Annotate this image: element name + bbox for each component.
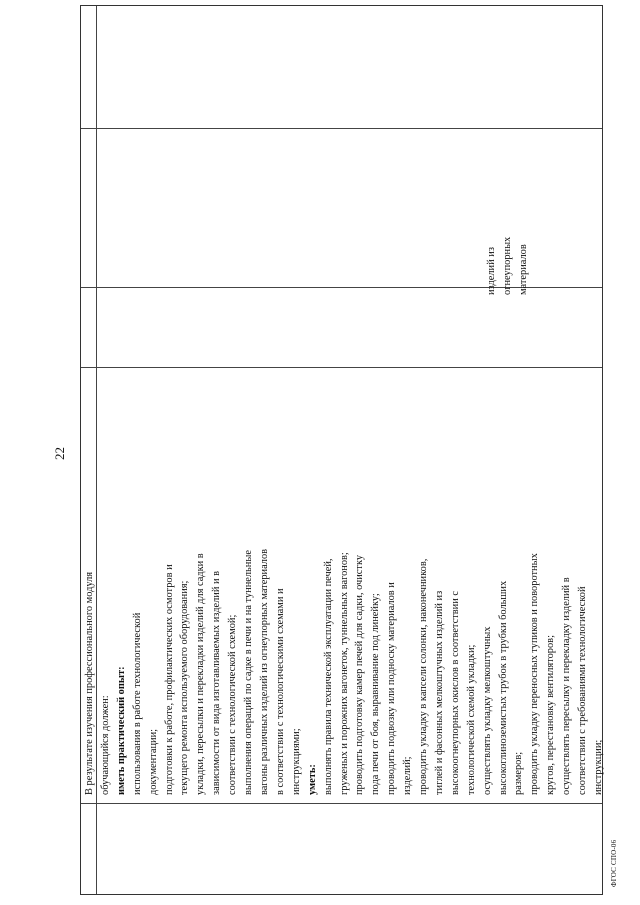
competency-line: соответствии с технологической схемой; [227, 614, 239, 795]
materials-line: изделий из [486, 247, 497, 295]
competency-line: соответствии с требованиями технологической [577, 586, 589, 795]
competency-line: уметь: [306, 764, 318, 795]
competency-requirements-cell [82, 365, 607, 795]
competency-line: размеров; [513, 751, 525, 795]
competency-line: укладки, пересылки и перекладки изделий для садки в [195, 553, 207, 795]
competency-line: кругов, перестановку вентиляторов; [545, 635, 557, 795]
competency-line: проводить укладку переносных тупиков и поворотных [529, 553, 541, 795]
competency-line: вагоны различных изделий из огнеупорных материалов [258, 548, 270, 795]
competency-line: иметь практический опыт: [115, 666, 127, 795]
competency-line: осуществлять пересылку и перекладку изделий в [561, 577, 573, 795]
competency-line: груженых и порожних вагонеток, туннельных вагонов; [338, 552, 350, 795]
competency-line: в соответствии с технологическими схемами и [274, 588, 286, 795]
competency-line: В результате изучения профессионального модуля [84, 571, 95, 795]
competency-line: инструкциями; [290, 728, 302, 795]
table-column-divider [81, 803, 602, 804]
competency-line: проводить подготовку камер печей для садки, очистку [354, 554, 366, 795]
page-number: 22 [52, 447, 67, 460]
competency-line: выполнять правила технической эксплуатации печей, [322, 558, 334, 795]
competency-line: выполнения операций по садке в печи и на туннельные [243, 550, 255, 795]
competency-line: высокоглиноземистых трубок в трубки больших [497, 580, 509, 795]
competency-line: пода печи от боя, выравнивание под линейку; [370, 593, 382, 795]
document-code: ФГОС СПО-06 [610, 839, 618, 887]
competency-line: подготовки к работе, профилактических осмотров и [163, 564, 175, 795]
competency-line: тиглей и фасонных мелкоштучных изделий из [433, 590, 445, 795]
competency-line: высокоогнеупорных окислов в соответствии с [449, 591, 461, 795]
competency-line: текущего ремонта используемого оборудования; [179, 580, 191, 795]
table-column-divider [81, 128, 602, 129]
competency-line: зависимости от вида изготавливаемых изделий и в [211, 570, 223, 795]
competency-line: изделий; [402, 756, 414, 795]
competency-line: инструкции; [593, 739, 604, 795]
competency-line: проводить укладку в капсели солонки, наконечников, [418, 558, 430, 795]
competency-line: использования в работе технологической [131, 612, 143, 795]
subject-materials-cell [484, 195, 532, 295]
materials-line: огнеупорных [501, 236, 513, 295]
competency-line: технологической схемой укладки; [465, 644, 477, 795]
competency-line: проводить подвозку или подноску материалов и [386, 582, 398, 795]
competency-line: документации; [147, 728, 159, 795]
competency-line: обучающийся должен: [99, 695, 111, 795]
materials-line: материалов [517, 244, 529, 295]
competency-line: осуществлять укладку мелкоштучных [481, 626, 493, 795]
